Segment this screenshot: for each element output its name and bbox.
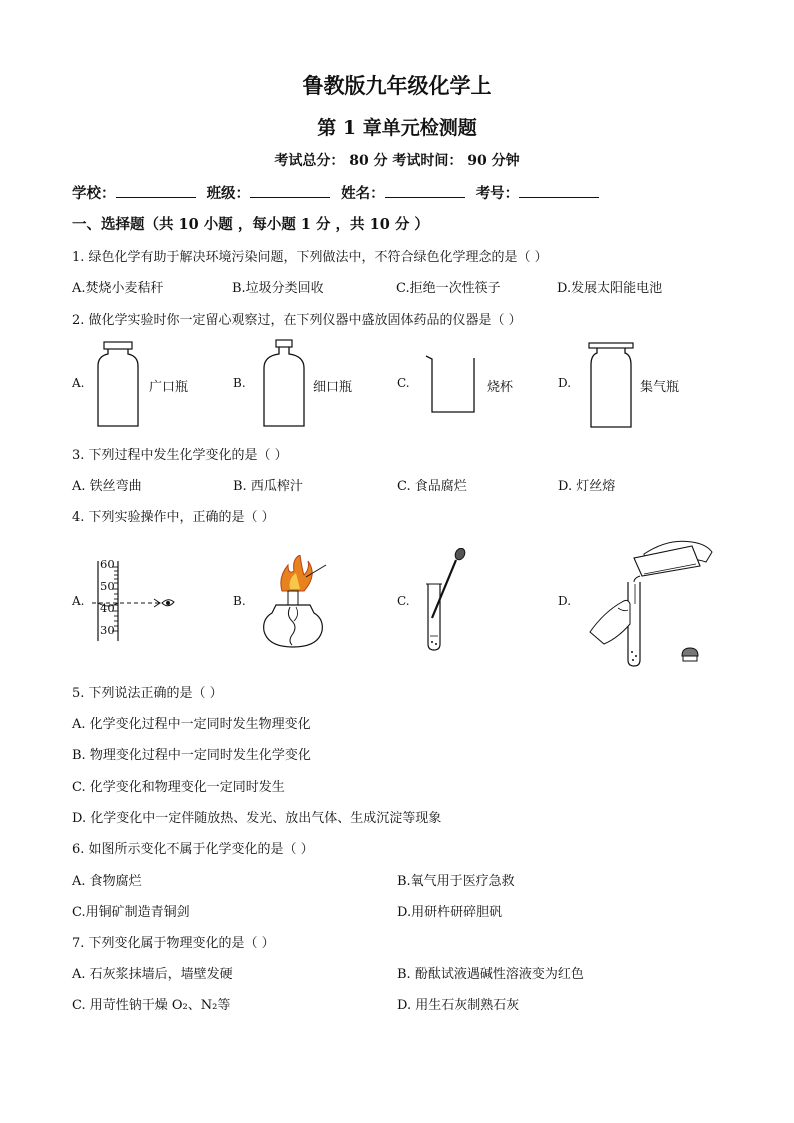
q3-option-b: B. 西瓜榨汁 (233, 479, 303, 494)
q7-option-a: A. 石灰浆抹墙后，墙壁发硬 (72, 967, 233, 982)
narrow-mouth-bottle-icon (258, 338, 310, 430)
q5-option-a: A. 化学变化过程中一定同时发生物理变化 (72, 717, 311, 732)
q2-option-a: A. (72, 376, 85, 390)
q1-option-b: B.垃圾分类回收 (232, 281, 324, 296)
exam-number-label: 考号： (475, 185, 520, 202)
alcohol-lamp-icon (252, 555, 332, 655)
class-blank[interactable] (250, 183, 330, 198)
document-subtitle: 第 1 章单元检测题 (317, 117, 477, 139)
q2-caption-a: 广口瓶 (149, 380, 189, 395)
q6-option-b: B.氧气用于医疗急救 (397, 874, 515, 889)
q2-option-c: C. (397, 376, 410, 390)
cylinder-tick-40: 40 (100, 601, 115, 615)
q5-option-b: B. 物理变化过程中一定同时发生化学变化 (72, 748, 311, 763)
q3-option-a: A. 铁丝弯曲 (72, 479, 142, 494)
class-label: 班级： (206, 185, 251, 202)
q7-option-d: D. 用生石灰制熟石灰 (397, 998, 520, 1013)
name-label: 姓名： (341, 185, 385, 202)
q2-option-b: B. (233, 376, 246, 390)
exam-info: 考试总分： 80 分 考试时间： 90 分钟 (274, 153, 520, 169)
cylinder-tick-30: 30 (100, 623, 115, 637)
q5-option-c: C. 化学变化和物理变化一定同时发生 (72, 780, 285, 795)
question-3-stem: 3. 下列过程中发生化学变化的是（ ） (72, 448, 288, 463)
q4-option-b: B. (233, 594, 246, 608)
q3-option-c: C. 食品腐烂 (397, 479, 467, 494)
question-5-stem: 5. 下列说法正确的是（ ） (72, 686, 223, 701)
school-blank[interactable] (116, 183, 196, 198)
q4-option-d: D. (558, 594, 572, 608)
question-1-stem: 1. 绿色化学有助于解决环境污染问题，下列做法中，不符合绿色化学理念的是（ ） (72, 250, 548, 265)
document-title: 鲁教版九年级化学上 (302, 73, 492, 98)
wide-mouth-bottle-icon (92, 340, 144, 430)
q1-option-a: A.焚烧小麦秸秆 (72, 281, 164, 296)
pouring-liquid-hands-icon (588, 532, 718, 668)
student-info-fields (72, 182, 605, 203)
q1-option-c: C.拒绝一次性筷子 (396, 281, 501, 296)
q2-option-d: D. (558, 376, 572, 390)
name-blank[interactable] (385, 183, 465, 198)
question-2-stem: 2. 做化学实验时你一定留心观察过，在下列仪器中盛放固体药品的仪器是（ ） (72, 313, 522, 328)
q4-option-a: A. (72, 594, 85, 608)
q2-caption-b: 细口瓶 (313, 380, 353, 395)
q6-option-a: A. 食物腐烂 (72, 874, 142, 889)
gas-collecting-bottle-icon (585, 341, 637, 429)
cylinder-tick-50: 50 (100, 579, 115, 593)
q1-option-d: D.发展太阳能电池 (557, 281, 663, 296)
beaker-icon (424, 354, 480, 416)
question-7-stem: 7. 下列变化属于物理变化的是（ ） (72, 936, 275, 951)
question-6-stem: 6. 如图所示变化不属于化学变化的是（ ） (72, 842, 314, 857)
q4-option-c: C. (397, 594, 410, 608)
q2-caption-c: 烧杯 (487, 380, 514, 395)
q3-option-d: D. 灯丝熔 (558, 479, 616, 494)
question-4-stem: 4. 下列实验操作中，正确的是（ ） (72, 510, 275, 525)
q7-option-b: B. 酚酞试液遇碱性溶液变为红色 (397, 967, 584, 982)
school-label: 学校： (72, 185, 116, 202)
dropper-in-test-tube-icon (420, 548, 472, 652)
q7-option-c: C. 用苛性钠干燥 O₂、N₂等 (72, 998, 231, 1013)
cylinder-tick-60: 60 (100, 557, 115, 571)
q2-caption-d: 集气瓶 (640, 380, 680, 395)
section-heading: 一、选择题（共 10 小题 ，每小题 1 分 ，共 10 分 ） (72, 216, 429, 233)
q6-option-c: C.用铜矿制造青铜剑 (72, 905, 190, 920)
q5-option-d: D. 化学变化中一定伴随放热、发光、放出气体、生成沉淀等现象 (72, 811, 442, 826)
q6-option-d: D.用研杵研碎胆矾 (397, 905, 503, 920)
exam-number-blank[interactable] (519, 183, 599, 198)
